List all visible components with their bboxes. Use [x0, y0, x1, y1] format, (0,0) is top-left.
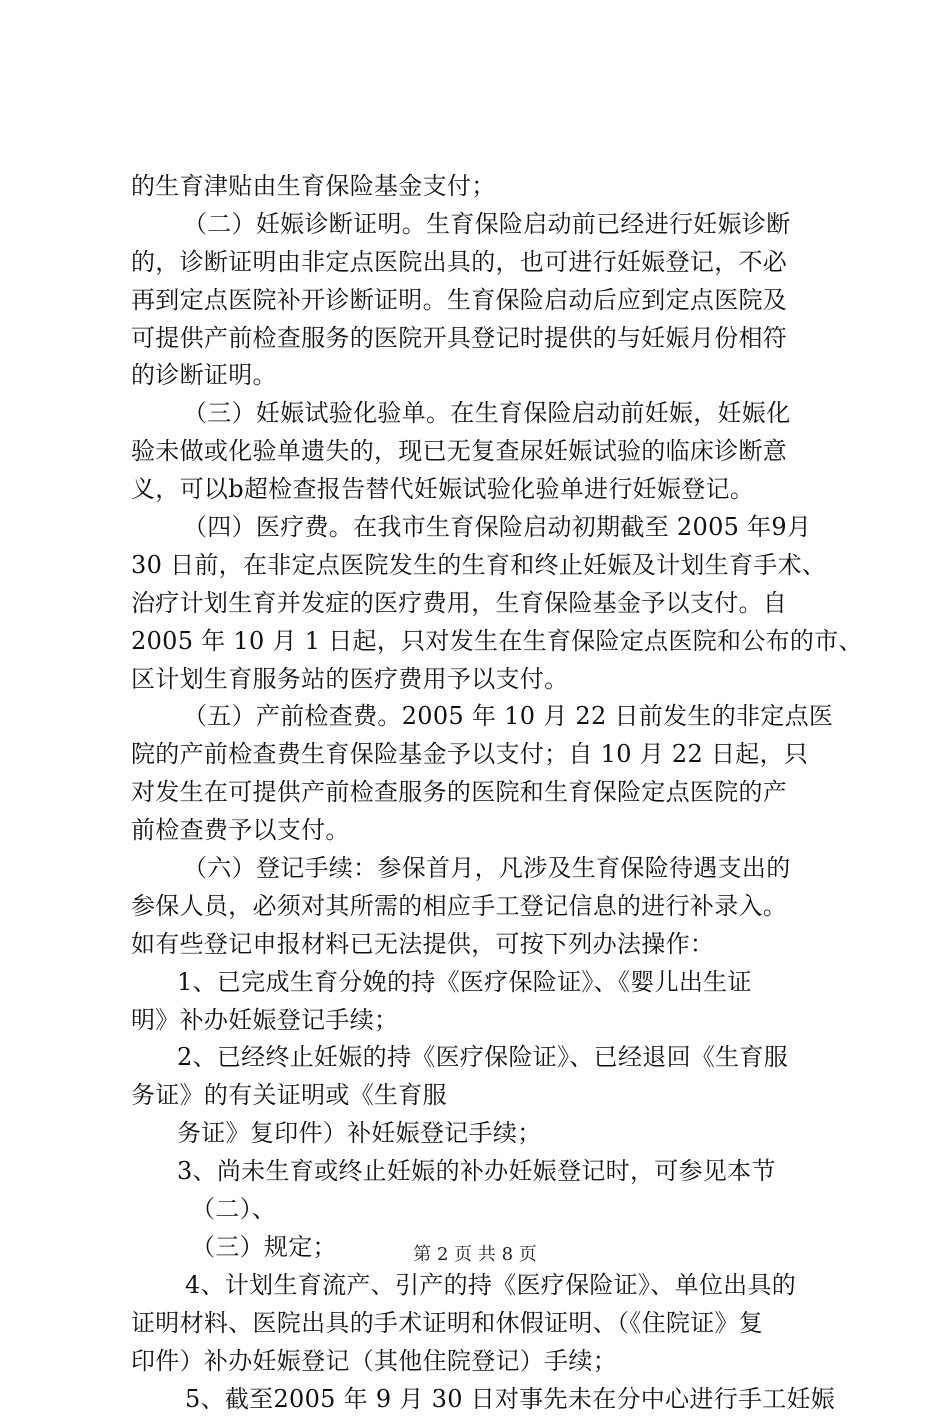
text-line: 院的产前检查费生育保险基金予以支付；自 10 月 22 日起，只	[131, 736, 831, 774]
text-line: 2005 年 10 月 1 日起，只对发生在生育保险定点医院和公布的市、	[131, 623, 831, 661]
text-line: （二）、	[131, 1191, 831, 1229]
text-line: 务证》复印件）补妊娠登记手续；	[131, 1115, 831, 1153]
text-line: 30 日前，在非定点医院发生的生育和终止妊娠及计划生育手术、	[131, 547, 831, 585]
text-line: 的，诊断证明由非定点医院出具的，也可进行妊娠登记，不必	[131, 244, 831, 282]
text-line: 参保人员，必须对其所需的相应手工登记信息的进行补录入。	[131, 888, 831, 926]
text-line: 对发生在可提供产前检查服务的医院和生育保险定点医院的产	[131, 774, 831, 812]
text-line: （三）规定；	[131, 1229, 831, 1267]
text-line: 前检查费予以支付。	[131, 812, 831, 850]
text-line: 可提供产前检查服务的医院开具登记时提供的与妊娠月份相符	[131, 320, 831, 358]
text-line: （二）妊娠诊断证明。生育保险启动前已经进行妊娠诊断	[131, 206, 831, 244]
text-line: 务证》的有关证明或《生育服	[131, 1077, 831, 1115]
text-line: 的生育津贴由生育保险基金支付；	[131, 168, 831, 206]
text-line: （六）登记手续：参保首月，凡涉及生育保险待遇支出的	[131, 850, 831, 888]
text-line: 1、已完成生育分娩的持《医疗保险证》、《婴儿出生证	[131, 964, 831, 1002]
text-line: 证明材料、医院出具的手术证明和休假证明、（《住院证》复	[131, 1305, 831, 1343]
text-line: （四）医疗费。在我市生育保险启动初期截至 2005 年9月	[131, 509, 831, 547]
text-line: 明》补办妊娠登记手续；	[131, 1002, 831, 1040]
text-line: 5、截至2005 年 9 月 30 日对事先未在分中心进行手工妊娠	[131, 1381, 831, 1418]
text-line: 4、计划生育流产、引产的持《医疗保险证》、单位出具的	[131, 1267, 831, 1305]
text-line: 3、尚未生育或终止妊娠的补办妊娠登记时，可参见本节	[131, 1153, 831, 1191]
text-line: 如有些登记申报材料已无法提供，可按下列办法操作：	[131, 926, 831, 964]
text-line: 印件）补办妊娠登记（其他住院登记）手续；	[131, 1343, 831, 1381]
body-text	[131, 168, 831, 1418]
text-line: 的诊断证明。	[131, 357, 831, 395]
text-line: 义，可以b超检查报告替代妊娠试验化验单进行妊娠登记。	[131, 471, 831, 509]
text-line: （三）妊娠试验化验单。在生育保险启动前妊娠，妊娠化	[131, 395, 831, 433]
text-line: 2、已经终止妊娠的持《医疗保险证》、已经退回《生育服	[131, 1039, 831, 1077]
text-line: 治疗计划生育并发症的医疗费用，生育保险基金予以支付。自	[131, 585, 831, 623]
page-number: 第 2 页 共 8 页	[0, 1240, 950, 1266]
text-line: 再到定点医院补开诊断证明。生育保险启动后应到定点医院及	[131, 282, 831, 320]
text-line: 区计划生育服务站的医疗费用予以支付。	[131, 661, 831, 699]
text-line: （五）产前检查费。2005 年 10 月 22 日前发生的非定点医	[131, 698, 831, 736]
text-line: 验未做或化验单遗失的，现已无复查尿妊娠试验的临床诊断意	[131, 433, 831, 471]
